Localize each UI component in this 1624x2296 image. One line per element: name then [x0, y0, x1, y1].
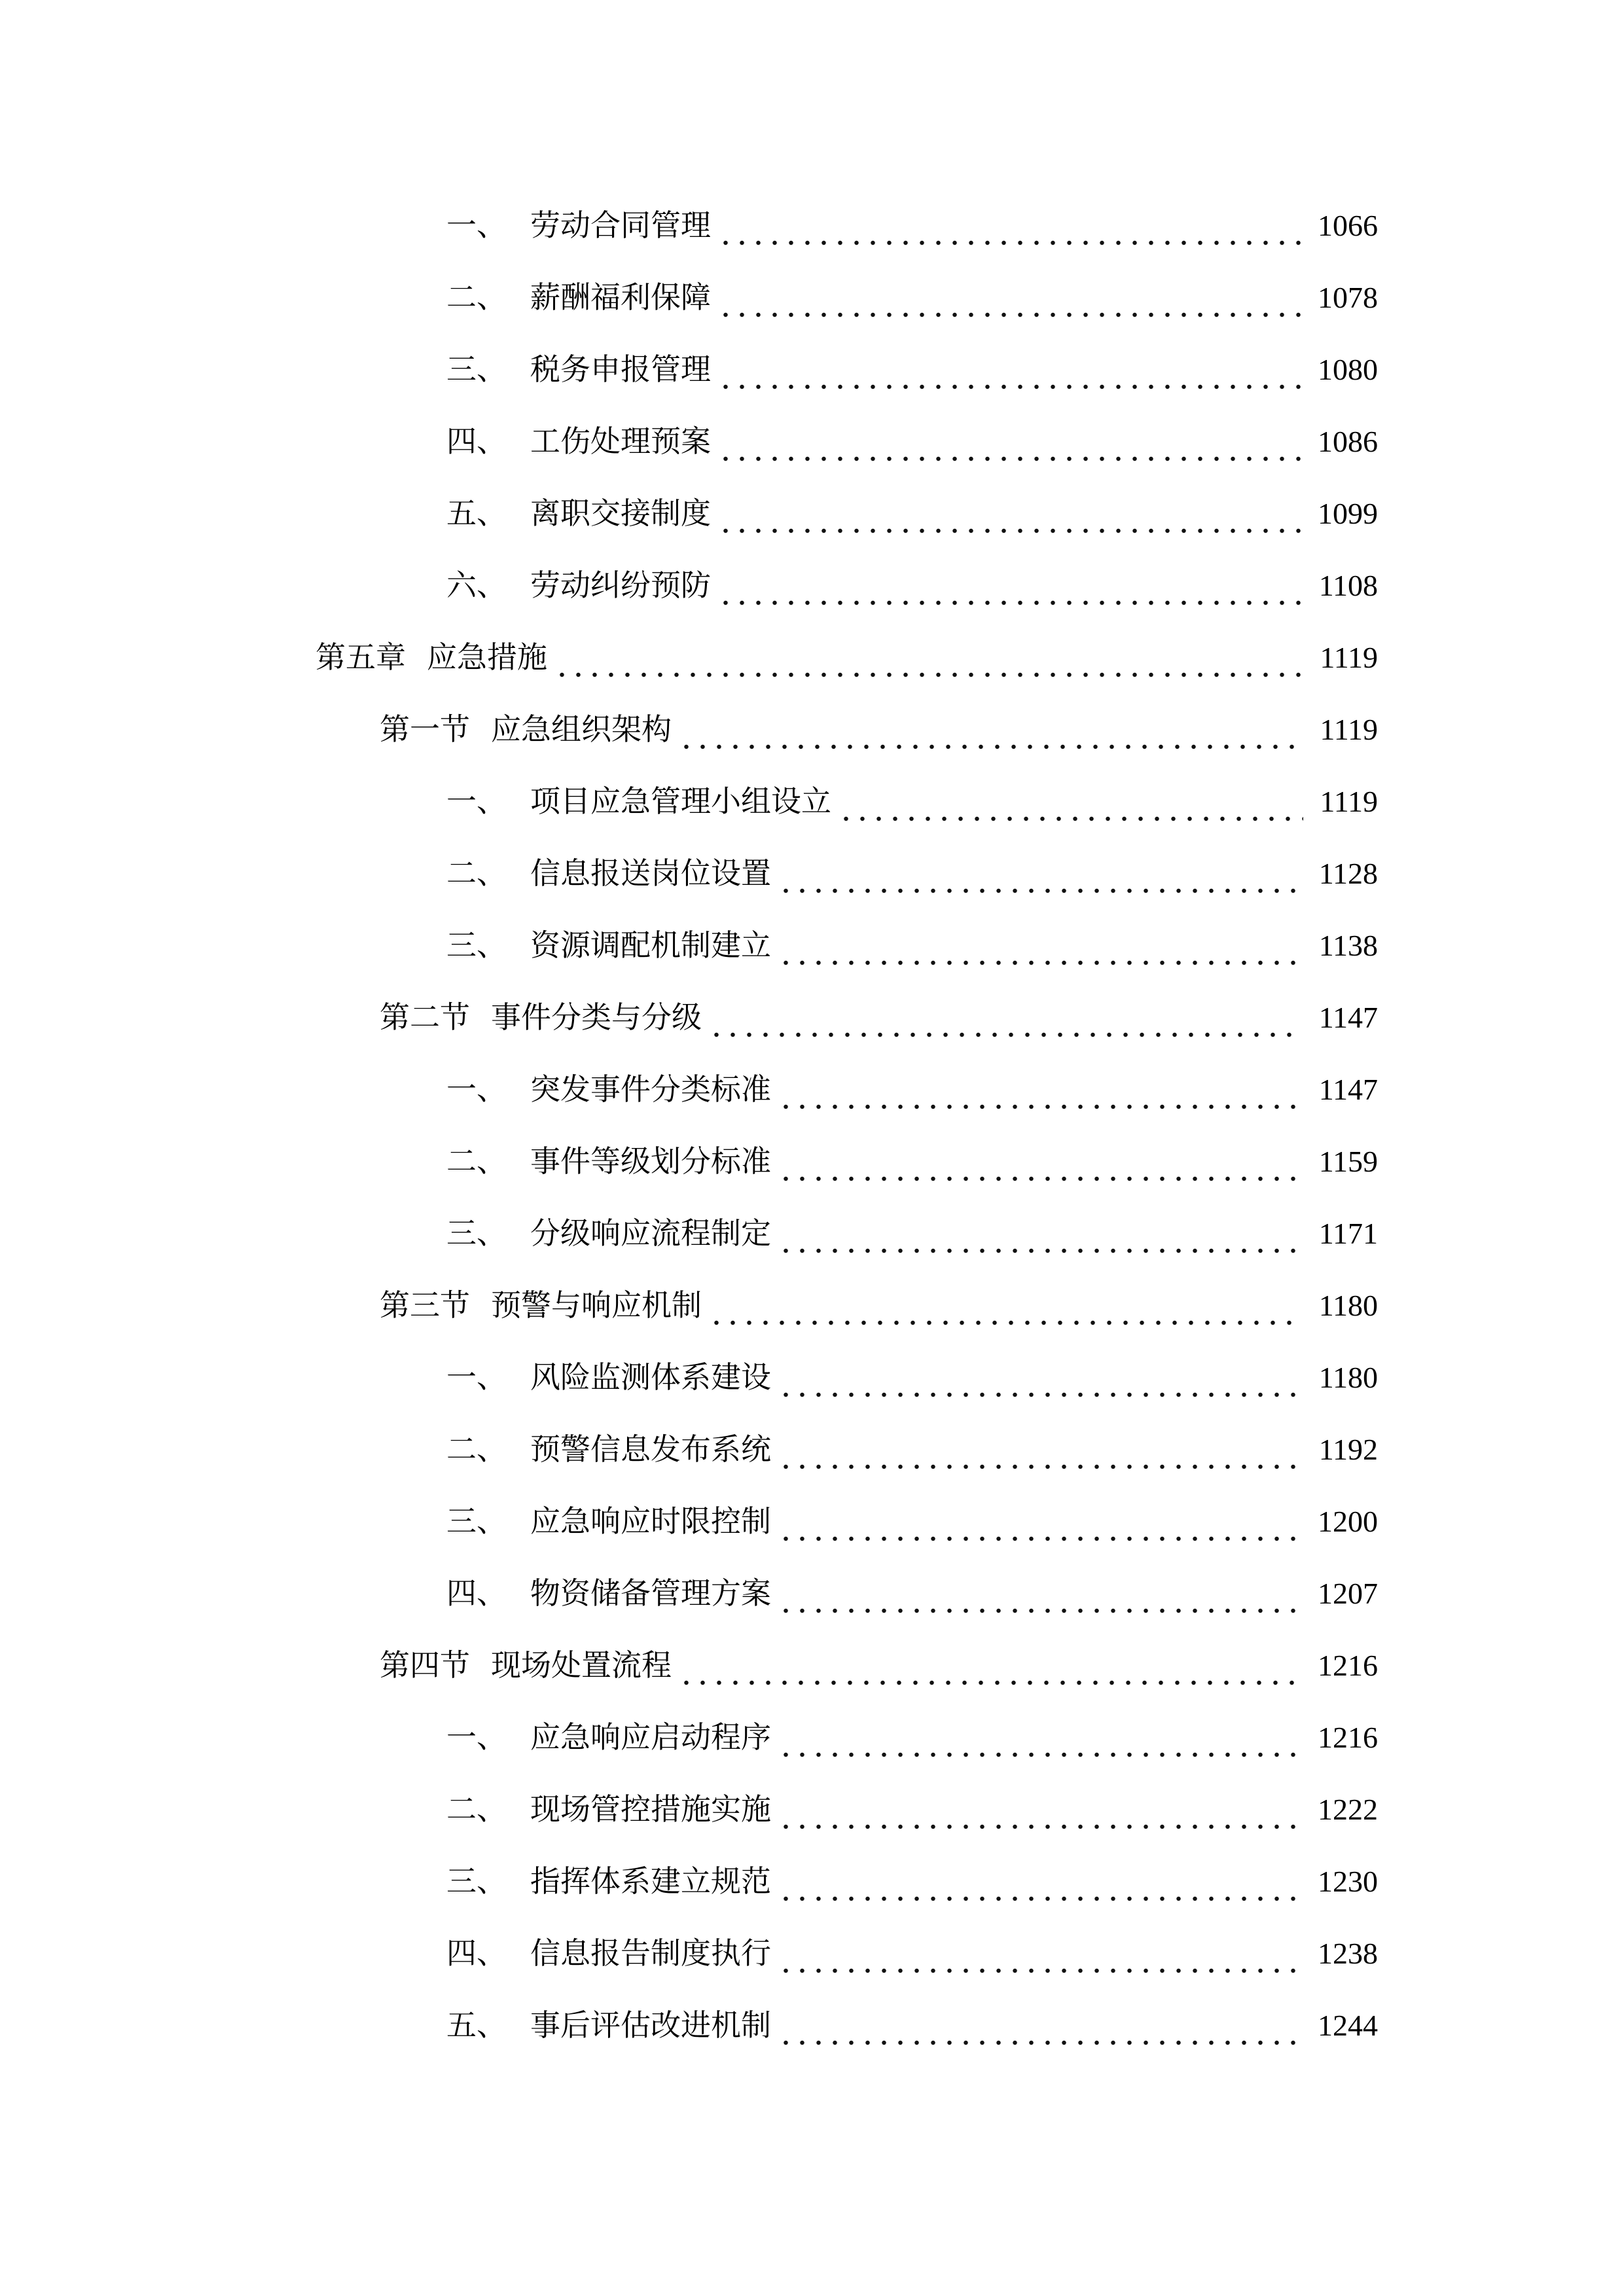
toc-entry-title: 事后评估改进机制 — [530, 2009, 771, 2042]
dot-leader — [717, 334, 1303, 406]
dot-leader — [778, 1054, 1303, 1126]
toc-entry-title: 应急响应启动程序 — [530, 1721, 771, 1754]
toc-entry-number: 一、 — [446, 785, 507, 818]
toc-entry-title: 信息报送岗位设置 — [530, 857, 771, 890]
toc-entry-number: 二、 — [446, 1145, 507, 1178]
toc-entry-number: 第一节 — [380, 713, 470, 746]
toc-entry-page: 1192 — [1318, 1433, 1378, 1466]
toc-entry[interactable] — [446, 1990, 1378, 2062]
toc-entry-number: 第五章 — [316, 641, 406, 674]
toc-entry-title: 突发事件分类标准 — [530, 1073, 771, 1106]
toc-entry[interactable] — [446, 1846, 1378, 1918]
dot-leader — [778, 1558, 1303, 1630]
dot-leader — [717, 190, 1303, 262]
toc-entry[interactable] — [446, 1702, 1378, 1774]
toc-entry-number: 四、 — [446, 1577, 507, 1610]
toc-entry-title: 应急措施 — [427, 641, 547, 674]
toc-entry[interactable] — [446, 910, 1378, 982]
toc-entry-title: 预警信息发布系统 — [530, 1433, 771, 1466]
toc-entry-number: 二、 — [446, 857, 507, 890]
dot-leader — [778, 1198, 1303, 1270]
toc-entry-title: 劳动纠纷预防 — [530, 569, 711, 602]
toc-entry-page: 1147 — [1318, 1001, 1378, 1034]
toc-entry-number: 六、 — [446, 569, 507, 602]
toc-entry-title: 税务申报管理 — [530, 353, 711, 386]
toc-entry-number: 三、 — [446, 1865, 507, 1898]
dot-leader — [708, 982, 1303, 1054]
toc-entry-number: 第二节 — [380, 1001, 470, 1034]
toc-entry-page: 1222 — [1318, 1793, 1378, 1826]
toc-entry[interactable] — [446, 262, 1378, 334]
toc-entry-page: 1138 — [1318, 929, 1378, 962]
toc-entry-number: 五、 — [446, 497, 507, 530]
toc-entry-page: 1207 — [1318, 1577, 1378, 1610]
dot-leader — [678, 694, 1303, 766]
dot-leader — [778, 1774, 1303, 1846]
toc-entry[interactable] — [446, 1054, 1378, 1126]
toc-entry[interactable] — [380, 1270, 1378, 1342]
toc-entry-title: 风险监测体系建设 — [530, 1361, 771, 1394]
dot-leader — [678, 1630, 1303, 1702]
toc-entry-number: 一、 — [446, 1721, 507, 1754]
toc-entry-number: 三、 — [446, 929, 507, 962]
toc-entry-title: 信息报告制度执行 — [530, 1937, 771, 1970]
toc-entry[interactable] — [446, 190, 1378, 262]
dot-leader — [778, 1918, 1303, 1990]
toc-entry-number: 三、 — [446, 353, 507, 386]
toc-entry[interactable] — [316, 622, 1378, 694]
toc-entry[interactable] — [446, 550, 1378, 622]
toc-entry-number: 四、 — [446, 1937, 507, 1970]
toc-entry-page: 1078 — [1318, 281, 1378, 314]
toc-entry-page: 1230 — [1318, 1865, 1378, 1898]
toc-entry-title: 现场管控措施实施 — [530, 1793, 771, 1826]
dot-leader — [717, 406, 1303, 478]
dot-leader — [554, 622, 1303, 694]
dot-leader — [717, 262, 1303, 334]
toc-entry-page: 1086 — [1318, 425, 1378, 458]
toc-entry-title: 离职交接制度 — [530, 497, 711, 530]
toc-entry-number: 二、 — [446, 1793, 507, 1826]
toc-entry-title: 物资储备管理方案 — [530, 1577, 771, 1610]
toc-entry-page: 1216 — [1318, 1721, 1378, 1754]
toc-entry-page: 1128 — [1318, 857, 1378, 890]
toc-entry-page: 1119 — [1320, 641, 1378, 674]
toc-entry-title: 预警与响应机制 — [491, 1289, 702, 1322]
toc-entry-title: 分级响应流程制定 — [530, 1217, 771, 1250]
toc-entry[interactable] — [380, 982, 1378, 1054]
toc-entry-title: 薪酬福利保障 — [530, 281, 711, 314]
toc-entry[interactable] — [446, 478, 1378, 550]
toc-entry[interactable] — [446, 838, 1378, 910]
toc-entry-title: 现场处置流程 — [491, 1649, 672, 1682]
dot-leader — [717, 550, 1303, 622]
toc-entry-page: 1080 — [1318, 353, 1378, 386]
toc-entry-number: 一、 — [446, 209, 507, 242]
toc-entry-page: 1200 — [1318, 1505, 1378, 1538]
toc-entry-page: 1099 — [1318, 497, 1378, 530]
toc-entry[interactable] — [446, 1414, 1378, 1486]
toc-entry-page: 1066 — [1318, 209, 1378, 242]
toc-entry-number: 三、 — [446, 1217, 507, 1250]
dot-leader — [778, 1846, 1303, 1918]
toc-entry-number: 四、 — [446, 425, 507, 458]
toc-entry-number: 五、 — [446, 2009, 507, 2042]
toc-entry-page: 1119 — [1320, 713, 1378, 746]
toc-entry-number: 一、 — [446, 1073, 507, 1106]
toc-entry-title: 指挥体系建立规范 — [530, 1865, 771, 1898]
dot-leader — [778, 910, 1303, 982]
dot-leader — [708, 1270, 1303, 1342]
toc-entry-title: 应急组织架构 — [491, 713, 672, 746]
toc-entry[interactable] — [446, 766, 1378, 838]
table-of-contents — [316, 190, 1378, 2062]
toc-entry-number: 第三节 — [380, 1289, 470, 1322]
toc-entry-page: 1180 — [1318, 1361, 1378, 1394]
toc-entry[interactable] — [380, 694, 1378, 766]
toc-entry-page: 1180 — [1318, 1289, 1378, 1322]
toc-entry-page: 1119 — [1320, 785, 1378, 818]
toc-entry-page: 1108 — [1318, 569, 1378, 602]
toc-entry-number: 第四节 — [380, 1649, 470, 1682]
toc-entry-title: 应急响应时限控制 — [530, 1505, 771, 1538]
toc-entry-page: 1238 — [1318, 1937, 1378, 1970]
toc-entry[interactable] — [446, 1774, 1378, 1846]
toc-entry[interactable] — [380, 1630, 1378, 1702]
toc-entry-page: 1171 — [1318, 1217, 1378, 1250]
dot-leader — [778, 838, 1303, 910]
toc-entry-title: 劳动合同管理 — [530, 209, 711, 242]
toc-entry-number: 一、 — [446, 1361, 507, 1394]
dot-leader — [838, 766, 1303, 838]
toc-entry-number: 三、 — [446, 1505, 507, 1538]
dot-leader — [778, 1342, 1303, 1414]
toc-entry[interactable] — [446, 406, 1378, 478]
toc-entry-title: 事件分类与分级 — [491, 1001, 702, 1034]
toc-entry-title: 工伤处理预案 — [530, 425, 711, 458]
toc-entry-number: 二、 — [446, 1433, 507, 1466]
toc-entry-title: 事件等级划分标准 — [530, 1145, 771, 1178]
dot-leader — [778, 1702, 1303, 1774]
dot-leader — [778, 1414, 1303, 1486]
toc-entry[interactable] — [446, 1486, 1378, 1558]
dot-leader — [778, 1126, 1303, 1198]
toc-entry-title: 项目应急管理小组设立 — [530, 785, 831, 818]
toc-entry[interactable] — [446, 334, 1378, 406]
toc-entry-page: 1216 — [1318, 1649, 1378, 1682]
dot-leader — [717, 478, 1303, 550]
toc-entry[interactable] — [446, 1918, 1378, 1990]
toc-entry-page: 1147 — [1318, 1073, 1378, 1106]
toc-entry[interactable] — [446, 1198, 1378, 1270]
toc-entry[interactable] — [446, 1342, 1378, 1414]
dot-leader — [778, 1486, 1303, 1558]
toc-entry-page: 1244 — [1318, 2009, 1378, 2042]
toc-entry-number: 二、 — [446, 281, 507, 314]
dot-leader — [778, 1990, 1303, 2062]
toc-entry[interactable] — [446, 1558, 1378, 1630]
toc-entry[interactable] — [446, 1126, 1378, 1198]
toc-entry-title: 资源调配机制建立 — [530, 929, 771, 962]
toc-entry-page: 1159 — [1318, 1145, 1378, 1178]
